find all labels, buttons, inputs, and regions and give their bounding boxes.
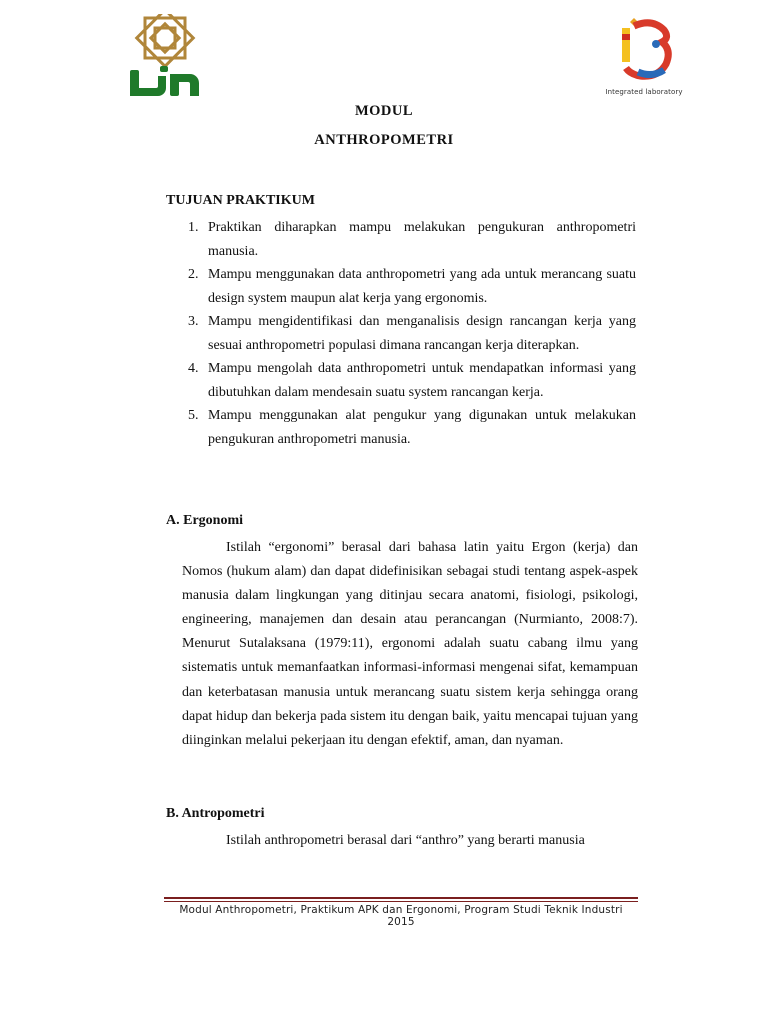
objective-text: Mampu mengolah data anthropometri untuk mendapatkan informasi yang dibutuhkan dalam mendesain suatu system rancangan kerja. [208,361,636,400]
uin-logo-icon [126,14,204,100]
objective-text: Mampu menggunakan alat pengukur yang digunakan untuk melakukan pengukuran anthropometri manusia. [208,408,636,447]
lab-logo [598,14,690,102]
lab-logo-caption: Integrated laboratory [605,88,683,96]
objective-text: Praktikan diharapkan mampu melakukan pengukuran anthropometri manusia. [208,220,636,259]
objective-text: Mampu menggunakan data anthropometri yang ada untuk merancang suatu design system maupun alat kerja yang ergonomis. [208,267,636,306]
section-a-text: Istilah “ergonomi” berasal dari bahasa latin yaitu Ergon (kerja) dan Nomos (hukum alam) dan dapat didefinisikan sebagai studi tentang aspek-aspek manusia dalam lingkungan yang ditinjau secara anatomi, fisiologi, psikologi, engineering, manajemen dan desain atau perancangan (Nurmianto, 2008:7). Menurut Sutalaksana (1979:11), ergonomi adalah suatu cabang ilmu yang sistematis untuk memanfaatkan informasi-informasi mengenai sifat, kemampuan dan keterbatasan manusia untuk merancang suatu sistem kerja sehingga orang dapat hidup dan bekerja pada sistem itu dengan baik, yaitu mencapai tujuan yang diinginkan melalui pekerjaan itu dengan efektif, aman, dan nyaman. [182,540,638,748]
objectives-list [186,216,636,451]
footer-rule-thin [164,901,638,902]
objective-item [186,216,636,263]
objective-number: 5. [188,408,199,423]
objective-number: 3. [188,314,199,329]
footer-rule-thick [164,897,638,899]
objective-item [186,310,636,357]
integrated-lab-logo-icon [598,14,690,86]
university-logo [126,14,204,100]
objective-number: 4. [188,361,199,376]
section-b-paragraph [182,829,638,853]
objectives-heading: TUJUAN PRAKTIKUM [166,193,315,208]
objective-number: 2. [188,267,199,282]
section-a-paragraph [182,536,638,753]
section-b-text: Istilah anthropometri berasal dari “anthro” yang berarti manusia [226,833,585,848]
objective-item [186,404,636,451]
objective-item [186,357,636,404]
objective-number: 1. [188,220,199,235]
objective-item [186,263,636,310]
section-b-heading: B. Antropometri [166,806,265,821]
page-footer: Modul Anthropometri, Praktikum APK dan Ergonomi, Program Studi Teknik Industri 2015 [179,904,623,928]
objective-text: Mampu mengidentifikasi dan menganalisis design rancangan kerja yang sesuai anthropometri populasi dimana rancangan kerja diterapkan. [208,314,636,353]
module-subtitle: ANTHROPOMETRI [314,132,454,148]
module-title: MODUL [354,103,414,119]
section-a-heading: A. Ergonomi [166,513,243,528]
